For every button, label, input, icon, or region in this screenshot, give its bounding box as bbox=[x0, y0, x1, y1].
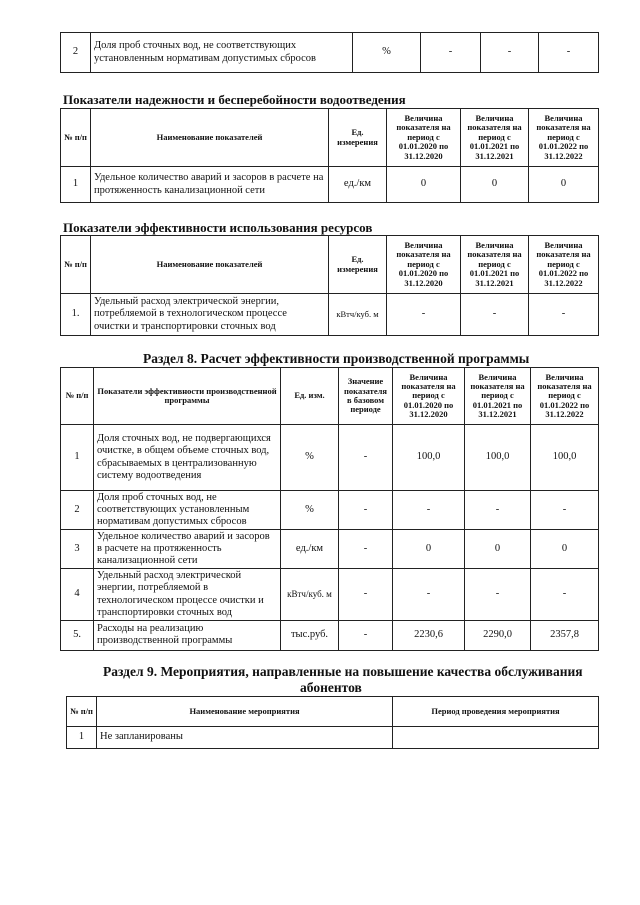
row-number: 4 bbox=[61, 569, 94, 620]
indicator-name: Удельный расход электрической энергии, потребляемой в технологическом процессе очистки и транспортировки сточных вод bbox=[94, 569, 281, 620]
unit-cell: ед./км bbox=[281, 530, 339, 569]
value-2022: 100,0 bbox=[531, 425, 599, 491]
base-value: - bbox=[339, 620, 393, 650]
section-9-heading: Раздел 9. Мероприятия, направленные на повышение качества обслуживания bbox=[103, 664, 583, 679]
header-num: № п/п bbox=[61, 368, 94, 425]
section-8-heading: Раздел 8. Расчет эффективности производственной программы bbox=[143, 351, 530, 366]
unit-cell: % bbox=[353, 33, 421, 73]
value-2021: - bbox=[465, 569, 531, 620]
section-heading-reliability: Показатели надежности и бесперебойности водоотведения bbox=[63, 92, 406, 107]
indicator-name: Удельное количество аварий и засоров в расчете на протяженность канализационной сети bbox=[94, 530, 281, 569]
value-2021: - bbox=[465, 491, 531, 530]
section-heading-resources: Показатели эффективности использования ресурсов bbox=[63, 220, 373, 235]
table-row bbox=[61, 491, 599, 530]
indicator-name: Доля сточных вод, не подвергающихся очистке, в общем объеме сточных вод, сбрасываемых в централизованную систему водоотведения bbox=[94, 425, 281, 491]
table-row bbox=[61, 425, 599, 491]
reliability-table bbox=[60, 108, 599, 203]
header-unit: Ед. изм. bbox=[281, 368, 339, 425]
header-unit: Ед. измерения bbox=[329, 109, 387, 167]
row-number: 1 bbox=[67, 727, 97, 749]
table-header-row bbox=[67, 697, 599, 727]
header-2021: Величина показателя на период с 01.01.2021 по 31.12.2021 bbox=[465, 368, 531, 425]
table-row bbox=[61, 620, 599, 650]
table-header-row bbox=[61, 236, 599, 294]
row-number: 1 bbox=[61, 167, 91, 203]
unit-cell: тыс.руб. bbox=[281, 620, 339, 650]
row-number: 1. bbox=[61, 294, 91, 336]
header-2020: Величина показателя на период с 01.01.2020 по 31.12.2020 bbox=[393, 368, 465, 425]
header-num: № п/п bbox=[61, 109, 91, 167]
header-num: № п/п bbox=[67, 697, 97, 727]
unit-cell: ед./км bbox=[329, 167, 387, 203]
value-2022: 0 bbox=[529, 167, 599, 203]
row-number: 1 bbox=[61, 425, 94, 491]
base-value: - bbox=[339, 425, 393, 491]
value-2021: 0 bbox=[461, 167, 529, 203]
header-name: Наименование мероприятия bbox=[97, 697, 393, 727]
value-2022: - bbox=[539, 33, 599, 73]
value-2022: 0 bbox=[531, 530, 599, 569]
header-base: Значение показателя в базовом периоде bbox=[339, 368, 393, 425]
value-2020: - bbox=[421, 33, 481, 73]
indicator-name: Удельное количество аварий и засоров в расчете на протяженность канализационной сети bbox=[91, 167, 329, 203]
header-period: Период проведения мероприятия bbox=[393, 697, 599, 727]
row-number: 3 bbox=[61, 530, 94, 569]
table-header-row bbox=[61, 368, 599, 425]
header-2020: Величина показателя на период с 01.01.2020 по 31.12.2020 bbox=[387, 236, 461, 294]
table-row bbox=[61, 167, 599, 203]
header-num: № п/п bbox=[61, 236, 91, 294]
header-unit: Ед. измерения bbox=[329, 236, 387, 294]
header-name: Показатели эффективности производственной программы bbox=[94, 368, 281, 425]
header-2022: Величина показателя на период с 01.01.2022 по 31.12.2022 bbox=[529, 109, 599, 167]
measure-name: Не запланированы bbox=[97, 727, 393, 749]
indicator-name: Расходы на реализацию производственной программы bbox=[94, 620, 281, 650]
indicator-name: Удельный расход электрической энергии, потребляемой в технологическом процессе очистки и транспортировки сточных вод bbox=[91, 294, 329, 336]
value-2020: 0 bbox=[387, 167, 461, 203]
value-2022: 2357,8 bbox=[531, 620, 599, 650]
value-2020: - bbox=[387, 294, 461, 336]
section-9-heading-cont: абонентов bbox=[300, 680, 362, 695]
table-row bbox=[67, 727, 599, 749]
measure-period bbox=[393, 727, 599, 749]
value-2022: - bbox=[531, 491, 599, 530]
value-2020: - bbox=[393, 569, 465, 620]
unit-cell: кВтч/куб. м bbox=[281, 569, 339, 620]
value-2022: - bbox=[529, 294, 599, 336]
base-value: - bbox=[339, 530, 393, 569]
table-row bbox=[61, 569, 599, 620]
resources-table bbox=[60, 235, 599, 336]
header-2021: Величина показателя на период с 01.01.2021 по 31.12.2021 bbox=[461, 236, 529, 294]
row-number: 2 bbox=[61, 491, 94, 530]
header-2022: Величина показателя на период с 01.01.2022 по 31.12.2022 bbox=[529, 236, 599, 294]
unit-cell: кВтч/куб. м bbox=[329, 294, 387, 336]
value-2021: 0 bbox=[465, 530, 531, 569]
indicator-name: Доля проб сточных вод, не соответствующих установленным нормативам допустимых сбросов bbox=[91, 33, 353, 73]
row-number: 2 bbox=[61, 33, 91, 73]
table-header-row bbox=[61, 109, 599, 167]
header-name: Наименование показателей bbox=[91, 236, 329, 294]
header-2021: Величина показателя на период с 01.01.2021 по 31.12.2021 bbox=[461, 109, 529, 167]
header-name: Наименование показателей bbox=[91, 109, 329, 167]
value-2020: 0 bbox=[393, 530, 465, 569]
top-table bbox=[60, 32, 599, 73]
value-2020: 100,0 bbox=[393, 425, 465, 491]
value-2021: - bbox=[481, 33, 539, 73]
table-row bbox=[61, 294, 599, 336]
row-number: 5. bbox=[61, 620, 94, 650]
unit-cell: % bbox=[281, 425, 339, 491]
indicator-name: Доля проб сточных вод, не соответствующих установленным нормативам допустимых сбросов bbox=[94, 491, 281, 530]
value-2021: 2290,0 bbox=[465, 620, 531, 650]
base-value: - bbox=[339, 491, 393, 530]
table-row bbox=[61, 530, 599, 569]
base-value: - bbox=[339, 569, 393, 620]
table-row bbox=[61, 33, 599, 73]
section-9-table bbox=[66, 696, 599, 749]
value-2021: - bbox=[461, 294, 529, 336]
section-8-table bbox=[60, 367, 599, 651]
value-2020: - bbox=[393, 491, 465, 530]
unit-cell: % bbox=[281, 491, 339, 530]
value-2022: - bbox=[531, 569, 599, 620]
header-2020: Величина показателя на период с 01.01.2020 по 31.12.2020 bbox=[387, 109, 461, 167]
value-2020: 2230,6 bbox=[393, 620, 465, 650]
value-2021: 100,0 bbox=[465, 425, 531, 491]
header-2022: Величина показателя на период с 01.01.2022 по 31.12.2022 bbox=[531, 368, 599, 425]
